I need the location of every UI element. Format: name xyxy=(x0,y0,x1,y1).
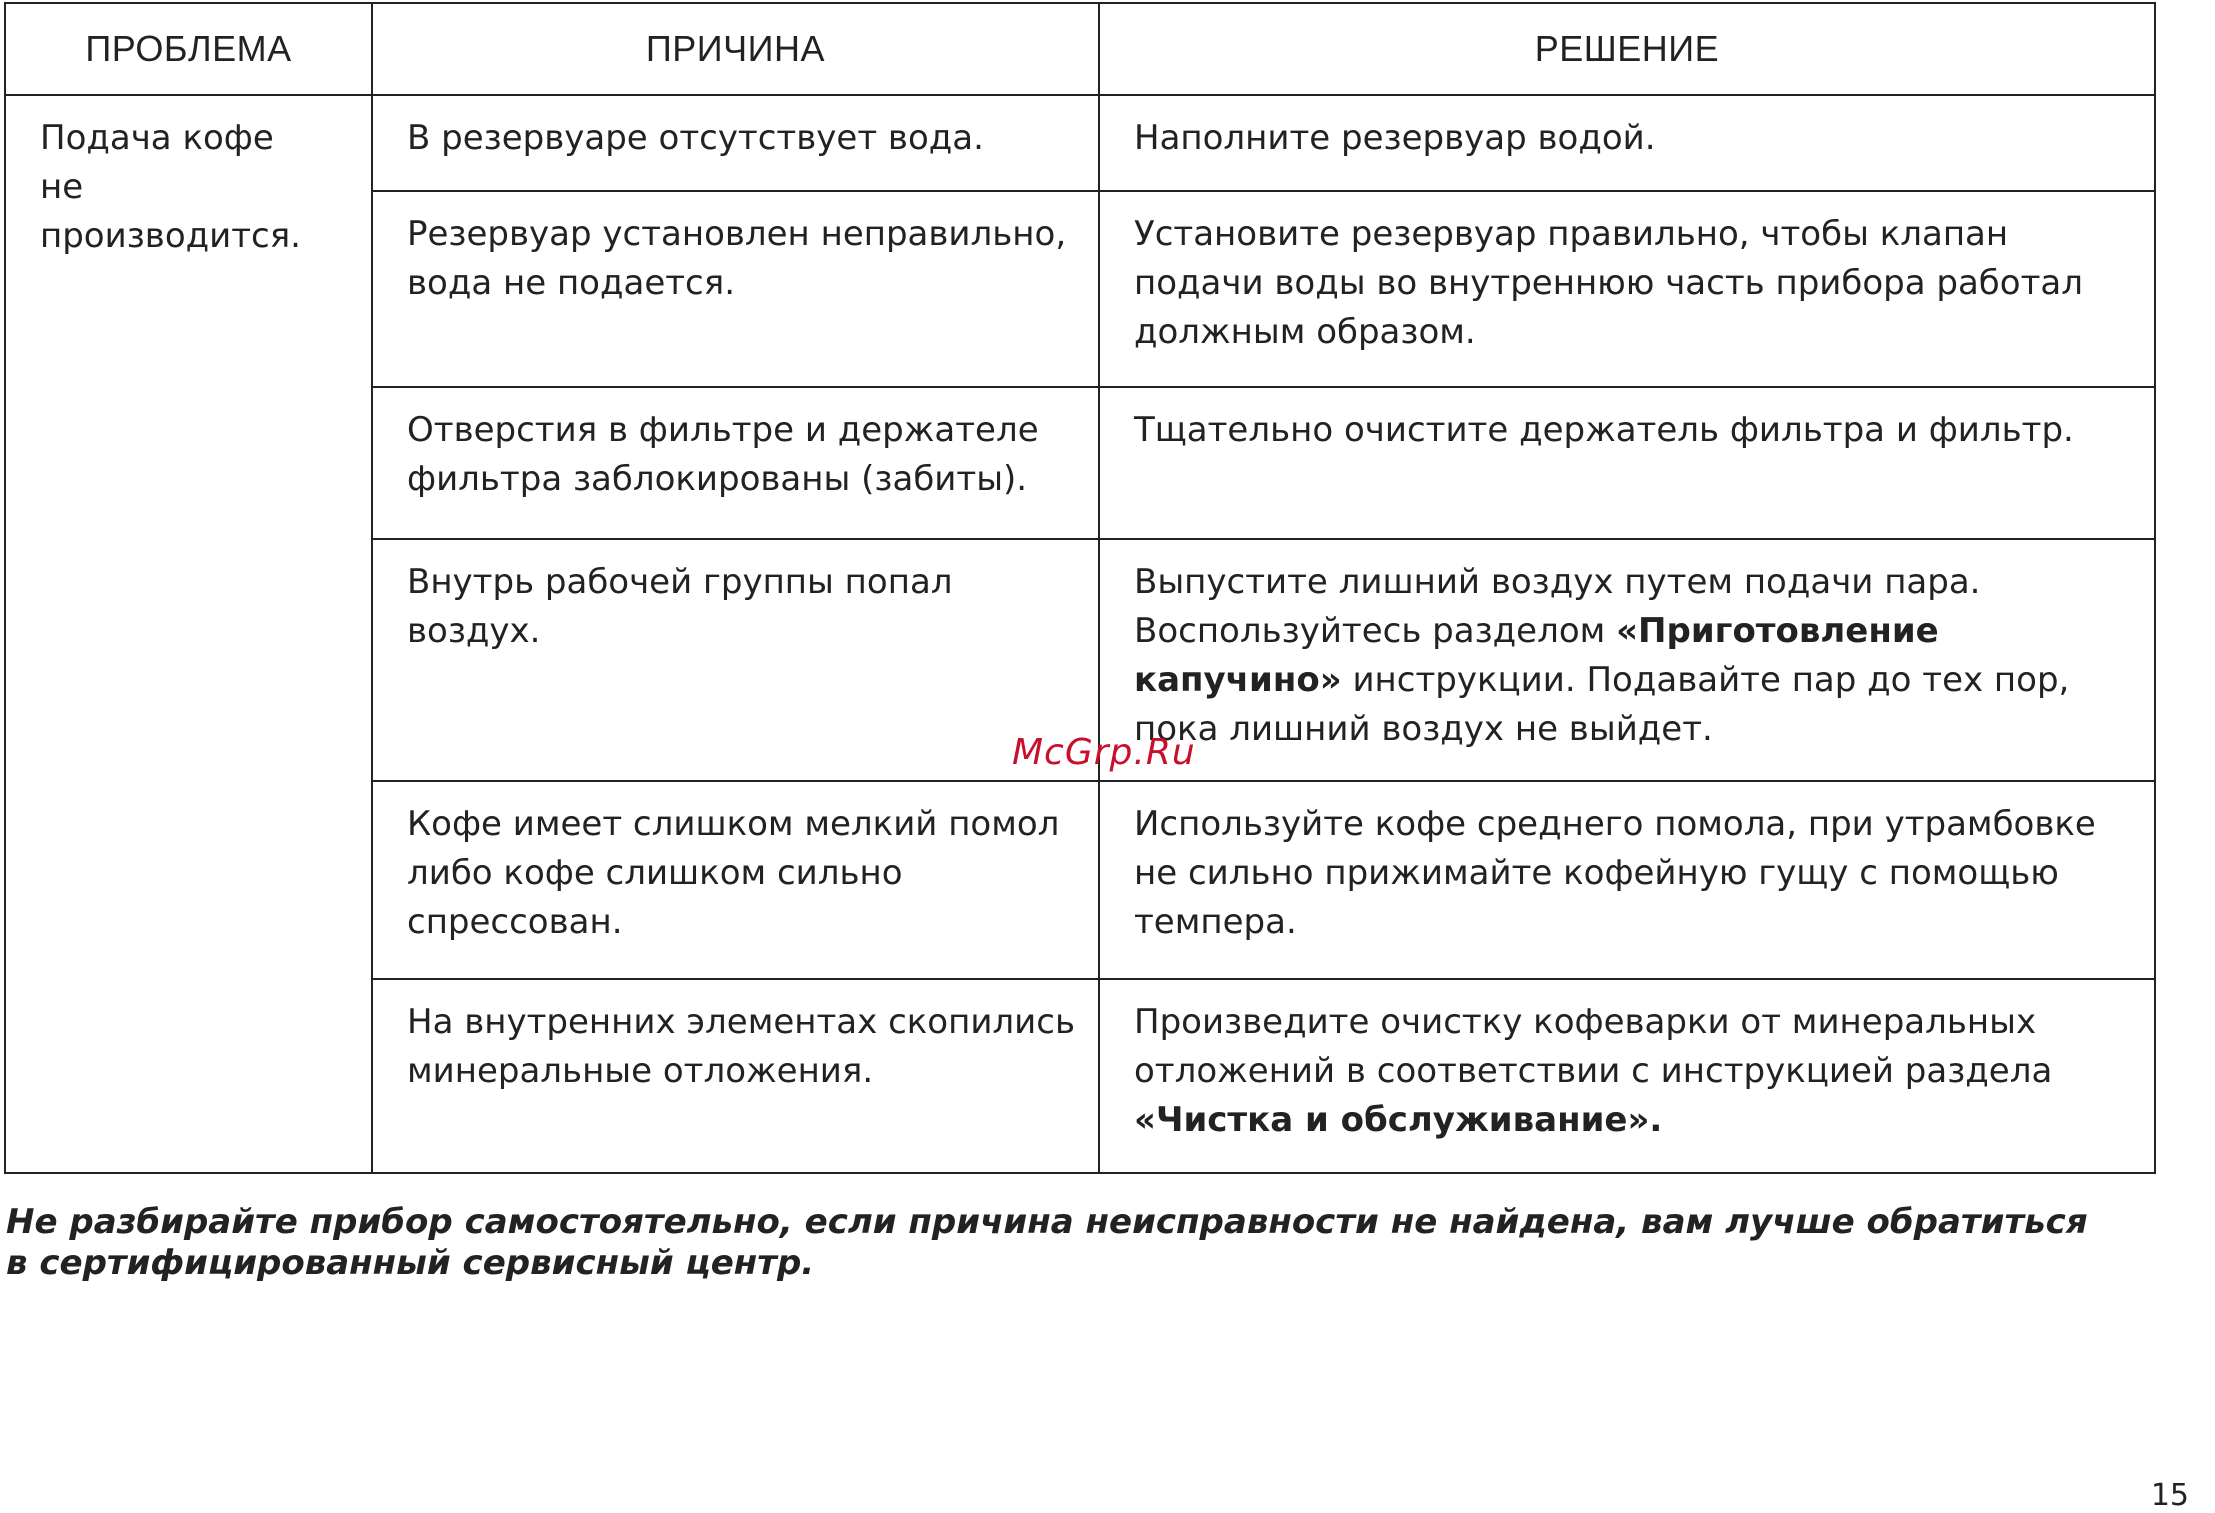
solution-cell: Тщательно очистите держатель фильтра и фильтр. xyxy=(1099,387,2155,539)
problem-line-1: Подача кофе xyxy=(40,118,274,158)
cause-cell: На внутренних элементах скопились минеральные отложения. xyxy=(372,979,1099,1173)
solution-text: Выпустите лишний воздух путем подачи пара. Воспользуйтесь разделом xyxy=(1134,562,1981,651)
warning-note xyxy=(6,1202,2106,1284)
cause-cell: В резервуаре отсутствует вода. xyxy=(372,95,1099,191)
solution-cell: Установите резервуар правильно, чтобы клапан подачи воды во внутреннюю часть прибора работал должным образом. xyxy=(1099,191,2155,387)
header-cause: ПРИЧИНА xyxy=(372,3,1099,95)
watermark: McGrp.Ru xyxy=(1012,732,1196,773)
warning-note-line-2: в сертифицированный сервисный центр. xyxy=(6,1243,815,1283)
troubleshooting-table xyxy=(4,2,2156,1174)
warning-note-line-1: Не разбирайте прибор самостоятельно, если причина неисправности не найдена, вам лучше обратиться xyxy=(6,1202,2088,1242)
table-header-row xyxy=(5,3,2155,95)
cause-cell: Резервуар установлен неправильно, вода не подается. xyxy=(372,191,1099,387)
header-solution: РЕШЕНИЕ xyxy=(1099,3,2155,95)
table-row xyxy=(5,95,2155,191)
page-number: 15 xyxy=(2150,1478,2189,1513)
cause-cell: Кофе имеет слишком мелкий помол либо кофе слишком сильно спрессован. xyxy=(372,781,1099,979)
cause-cell: Отверстия в фильтре и держателе фильтра заблокированы (забиты). xyxy=(372,387,1099,539)
solution-section-reference: «Чистка и обслуживание». xyxy=(1134,1100,1663,1140)
solution-text: инструкции. Подавайте пар до тех пор, пока лишний воздух не выйдет. xyxy=(1134,660,2070,749)
solution-cell: Наполните резервуар водой. xyxy=(1099,95,2155,191)
header-problem: ПРОБЛЕМА xyxy=(5,3,372,95)
solution-text: Произведите очистку кофеварки от минеральных отложений в соответствии с инструкцией раздела xyxy=(1134,1002,2053,1091)
solution-cell xyxy=(1099,539,2155,781)
solution-section-reference: «Приготовление капучино» xyxy=(1134,611,1939,700)
cause-cell: Внутрь рабочей группы попал воздух. xyxy=(372,539,1099,781)
problem-cell xyxy=(5,95,372,1173)
solution-cell xyxy=(1099,979,2155,1173)
solution-cell: Используйте кофе среднего помола, при утрамбовке не сильно прижимайте кофейную гущу с помощью темпера. xyxy=(1099,781,2155,979)
problem-line-2: не производится. xyxy=(40,167,301,256)
